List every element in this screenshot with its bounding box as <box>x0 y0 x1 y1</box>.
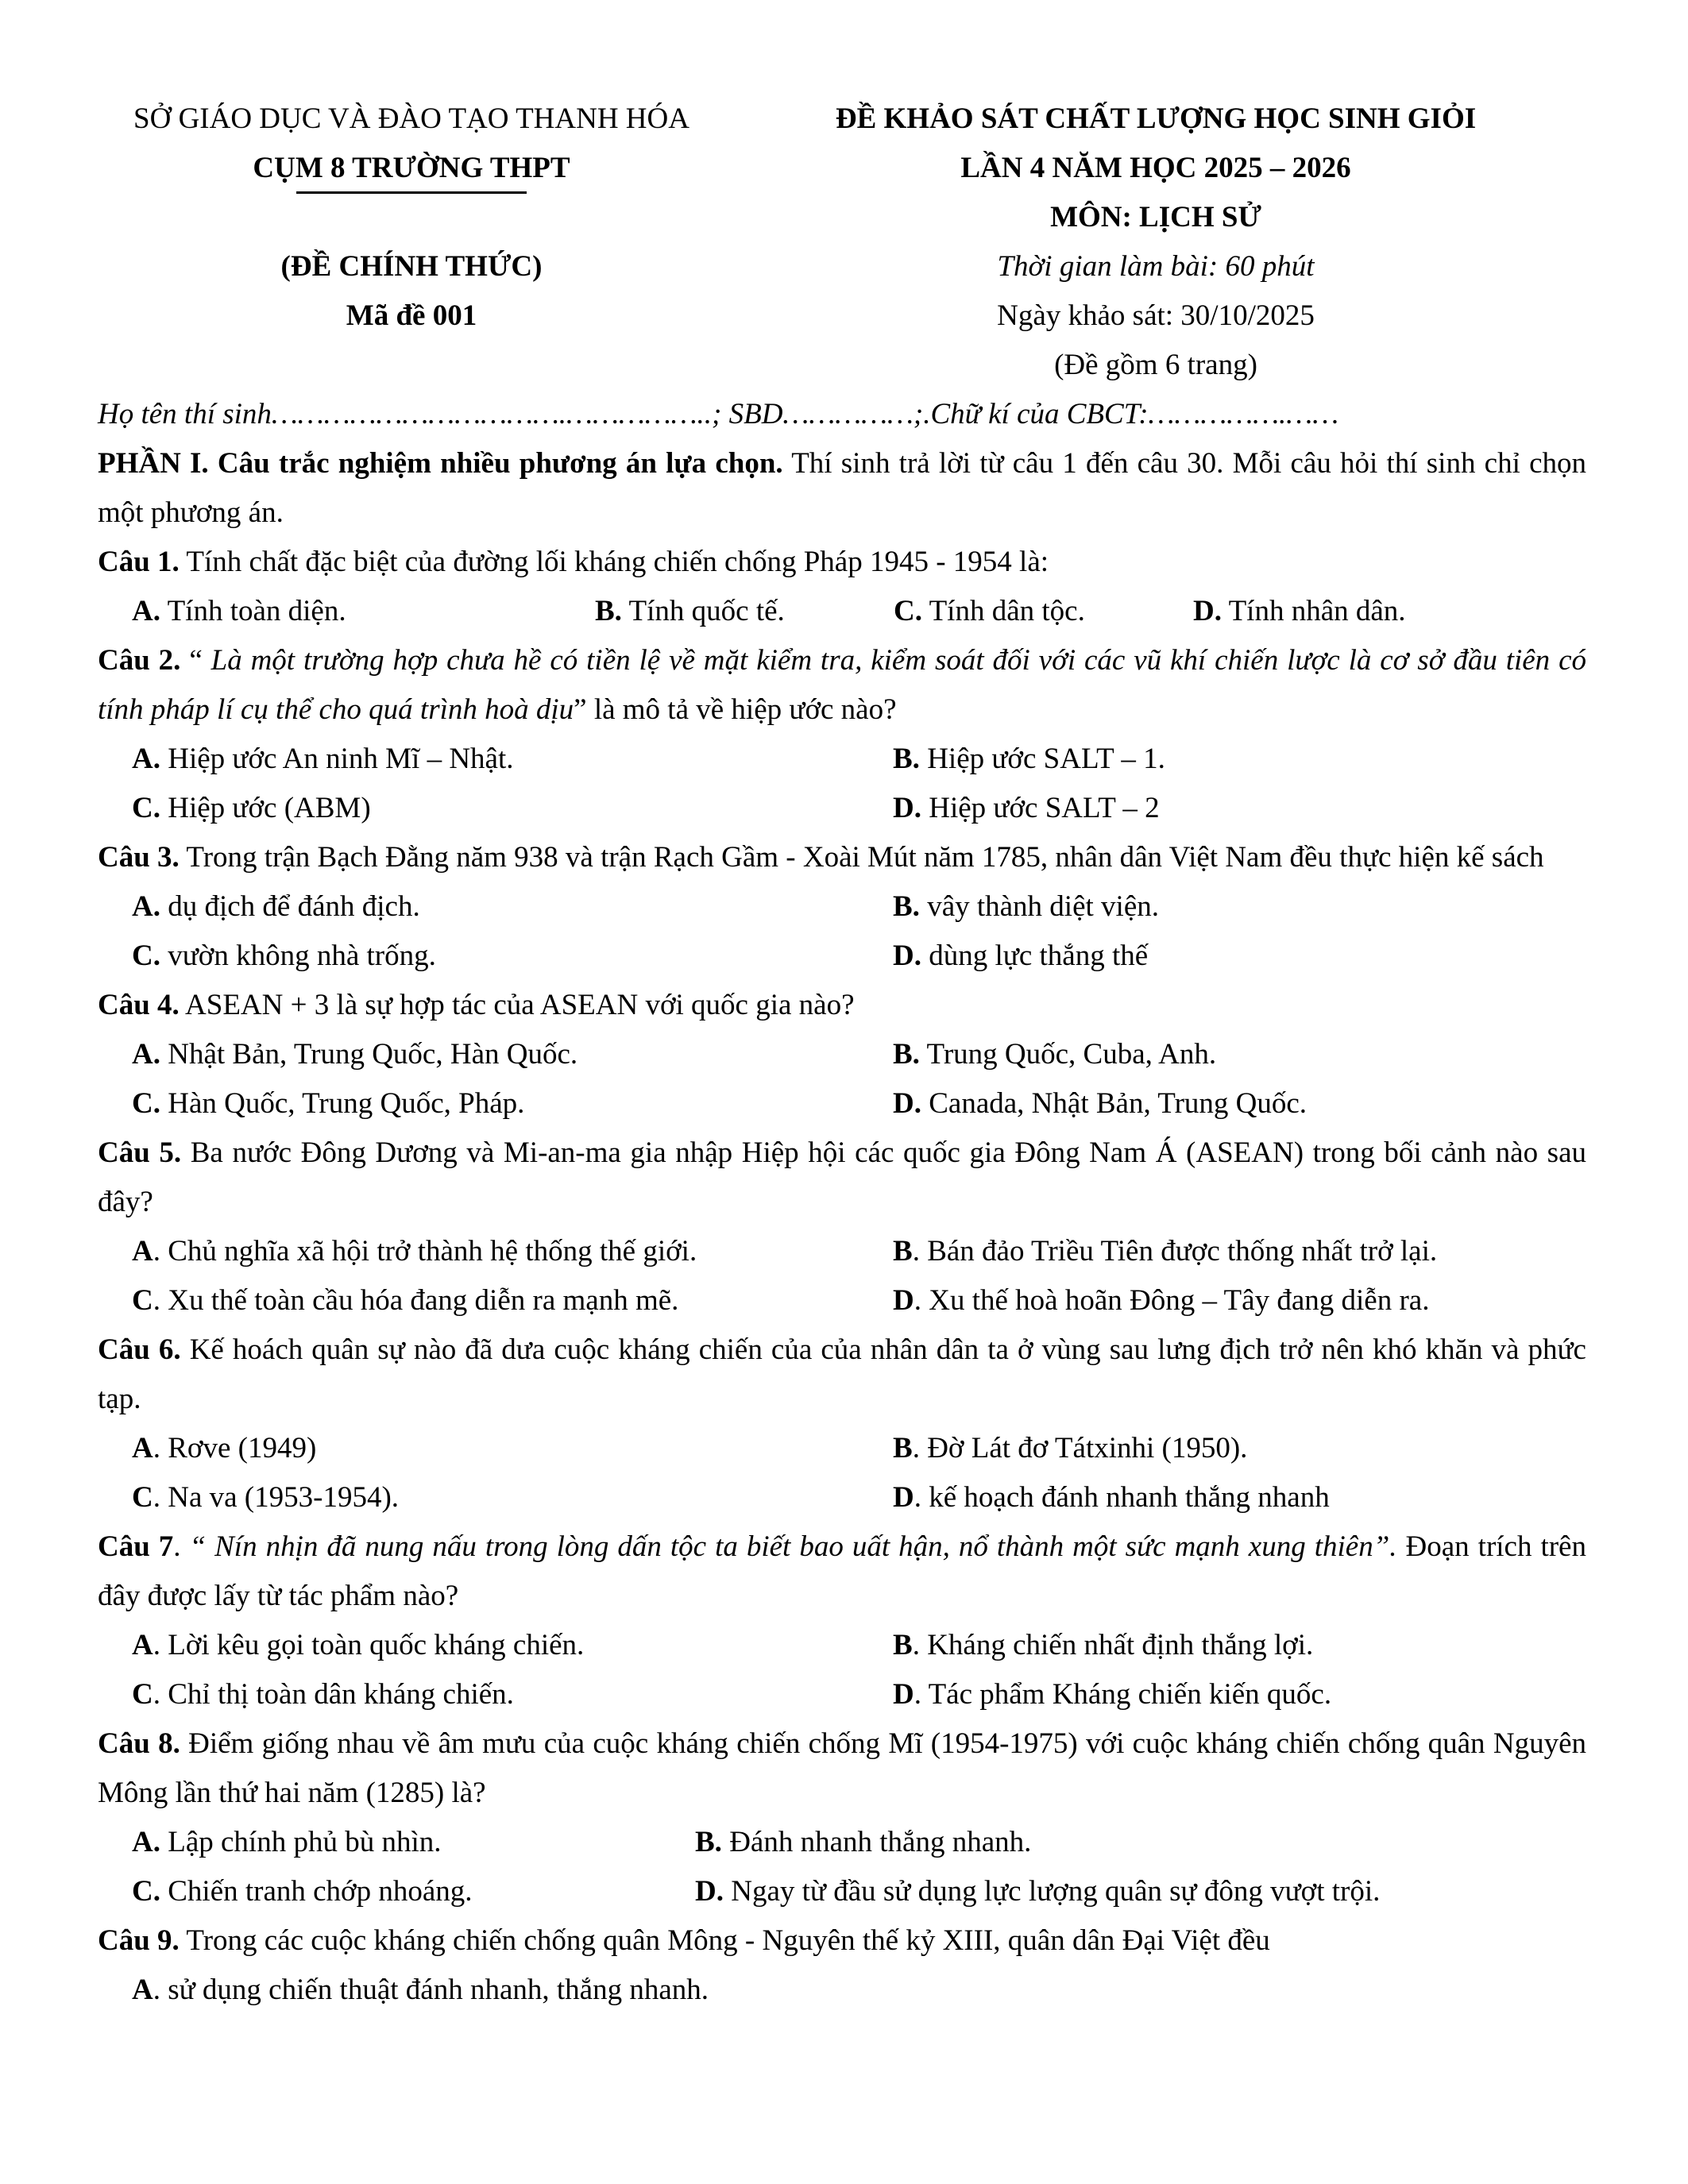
question-text: Trong các cuộc kháng chiến chống quân Mông - Nguyên thế kỷ XIII, quân dân Đại Việt đều <box>179 1924 1270 1957</box>
question-label: Câu 5. <box>98 1136 182 1169</box>
option-a[interactable]: A. Lập chính phủ bù nhìn. <box>132 1826 442 1858</box>
option-a[interactable]: A. Chủ nghĩa xã hội trở thành hệ thống thế giới. <box>132 1235 697 1268</box>
option-a[interactable]: A. Lời kêu gọi toàn quốc kháng chiến. <box>132 1629 585 1661</box>
department-name: SỞ GIÁO DỤC VÀ ĐÀO TẠO THANH HÓA <box>133 102 689 135</box>
subject: MÔN: LỊCH SỬ <box>1050 201 1261 233</box>
option-a[interactable]: A. sử dụng chiến thuật đánh nhanh, thắng nhanh. <box>132 1974 709 2006</box>
exam-date: Ngày khảo sát: 30/10/2025 <box>997 299 1315 332</box>
question-list <box>98 538 1586 2015</box>
page-count: (Đề gồm 6 trang) <box>1054 349 1257 381</box>
question-label: Câu 8. <box>98 1727 180 1760</box>
options-row <box>98 932 1586 981</box>
question-4 <box>98 981 1586 1030</box>
options-row <box>98 1276 1586 1325</box>
options-row <box>98 1818 1586 1867</box>
option-c[interactable]: C. Hàn Quốc, Trung Quốc, Pháp. <box>132 1087 525 1120</box>
option-a[interactable]: A. dụ địch để đánh địch. <box>132 890 420 923</box>
options-row <box>98 1473 1586 1522</box>
header-divider <box>296 191 527 194</box>
exam-page <box>98 95 1586 2015</box>
option-d[interactable]: D. Tính nhân dân. <box>1193 595 1406 627</box>
question-label: Câu 7 <box>98 1530 174 1563</box>
question-2: Câu 2. “ Là một trường hợp chưa hề có tiền lệ về mặt kiểm tra, kiểm soát đối với các vũ khí chiến lược là cơ sở đầu tiên có tính pháp lí cụ thể cho quá trình hoà dịu” là mô tả về hiệp ước nào? <box>98 644 1586 726</box>
options-row <box>98 1966 1586 2015</box>
question-1 <box>98 538 1586 587</box>
question-text: ASEAN + 3 là sự hợp tác của ASEAN với quốc gia nào? <box>179 989 855 1021</box>
option-c[interactable]: C. Xu thế toàn cầu hóa đang diễn ra mạnh mẽ. <box>132 1284 679 1317</box>
option-c[interactable]: C. vườn không nhà trống. <box>132 940 436 972</box>
question-label: Câu 4. <box>98 989 180 1021</box>
question-text: Điểm giống nhau về âm mưu của cuộc kháng chiến chống Mĩ (1954-1975) với cuộc kháng chiến chống quân Nguyên Mông lần thứ hai năm (1285) là? <box>98 1727 1586 1809</box>
part1-instructions: PHẦN I. Câu trắc nghiệm nhiều phương án lựa chọn. Thí sinh trả lời từ câu 1 đến câu 30. Mỗi câu hỏi thí sinh chỉ chọn một phương án. <box>98 447 1586 529</box>
question-label: Câu 9. <box>98 1924 180 1957</box>
option-a[interactable]: A. Tính toàn diện. <box>132 595 346 627</box>
question-3 <box>98 833 1586 882</box>
question-text: Đoạn trích trên đây được lấy từ tác phẩm nào? <box>98 1530 1586 1612</box>
duration: Thời gian làm bài: 60 phút <box>997 250 1315 283</box>
options-row <box>98 1079 1586 1129</box>
question-text: Tính chất đặc biệt của đường lối kháng chiến chống Pháp 1945 - 1954 là: <box>179 546 1049 578</box>
question-7: Câu 7. “ Nín nhịn đã nung nấu trong lòng dấn tộc ta biết bao uất hận, nổ thành một sức mạnh xung thiên”. Đoạn trích trên đây được lấy từ tác phẩm nào? <box>98 1530 1586 1612</box>
question-9 <box>98 1916 1586 1966</box>
option-b[interactable]: B. Hiệp ước SALT – 1. <box>893 743 1165 775</box>
option-d[interactable]: D. Tác phẩm Kháng chiến kiến quốc. <box>893 1678 1332 1711</box>
option-c[interactable]: C. Hiệp ước (ABM) <box>132 792 371 824</box>
option-c[interactable]: C. Na va (1953-1954). <box>132 1481 400 1514</box>
options-row <box>98 1867 1586 1916</box>
options-row <box>98 882 1586 932</box>
options-row <box>98 735 1586 784</box>
option-c[interactable]: C. Chỉ thị toàn dân kháng chiến. <box>132 1678 514 1711</box>
option-a[interactable]: A. Nhật Bản, Trung Quốc, Hàn Quốc. <box>132 1038 578 1071</box>
option-d[interactable]: D. kế hoạch đánh nhanh thắng nhanh <box>893 1481 1330 1514</box>
option-b[interactable]: B. vây thành diệt viện. <box>893 890 1159 923</box>
option-a[interactable]: A. Rơve (1949) <box>132 1432 317 1464</box>
option-b[interactable]: B. Đánh nhanh thắng nhanh. <box>695 1826 1032 1858</box>
question-text: Ba nước Đông Dương và Mi-an-ma gia nhập Hiệp hội các quốc gia Đông Nam Á (ASEAN) trong bối cảnh nào sau đây? <box>98 1136 1586 1218</box>
option-b[interactable]: B. Bán đảo Triều Tiên được thống nhất trở lại. <box>893 1235 1438 1268</box>
candidate-info-line: Họ tên thí sinh…………………………….……………..; SBD……………;.Chữ kí của CBCT:…………….…… <box>98 398 1339 430</box>
option-b[interactable]: B. Tính quốc tế. <box>595 595 785 627</box>
official-label: (ĐỀ CHÍNH THỨC) <box>280 250 543 283</box>
option-b[interactable]: B. Trung Quốc, Cuba, Anh. <box>893 1038 1217 1071</box>
option-a[interactable]: A. Hiệp ước An ninh Mĩ – Nhật. <box>132 743 514 775</box>
question-label: Câu 3. <box>98 841 180 874</box>
option-b[interactable]: B. Kháng chiến nhất định thắng lợi. <box>893 1629 1314 1661</box>
question-text: Kế hoách quân sự nào đã dưa cuộc kháng chiến của của nhân dân ta ở vùng sau lưng địch trở nên khó khăn và phức tạp. <box>98 1333 1586 1415</box>
option-d[interactable]: D. Canada, Nhật Bản, Trung Quốc. <box>893 1087 1308 1120</box>
question-5 <box>98 1129 1586 1227</box>
option-d[interactable]: D. Hiệp ước SALT – 2 <box>893 792 1160 824</box>
exam-header <box>98 95 1586 439</box>
question-label: Câu 2. <box>98 644 181 677</box>
option-d[interactable]: D. Xu thế hoà hoãn Đông – Tây đang diễn ra. <box>893 1284 1430 1317</box>
option-c[interactable]: C. Tính dân tộc. <box>894 595 1085 627</box>
options-row <box>98 1670 1586 1719</box>
options-row <box>98 784 1586 833</box>
option-c[interactable]: C. Chiến tranh chớp nhoáng. <box>132 1875 473 1908</box>
options-row <box>98 1424 1586 1473</box>
options-row <box>98 1621 1586 1670</box>
question-quote: “ Nín nhịn đã nung nấu trong lòng dấn tộc ta biết bao uất hận, nổ thành một sức mạnh xung thiên”. <box>189 1530 1397 1563</box>
question-6 <box>98 1325 1586 1424</box>
options-row <box>98 587 1586 636</box>
exam-round: LẦN 4 NĂM HỌC 2025 – 2026 <box>960 152 1351 184</box>
question-label: Câu 1. <box>98 546 180 578</box>
option-d[interactable]: D. Ngay từ đầu sử dụng lực lượng quân sự đông vượt trội. <box>695 1875 1381 1908</box>
option-b[interactable]: B. Đờ Lát đơ Tátxinhi (1950). <box>893 1432 1248 1464</box>
question-8 <box>98 1719 1586 1818</box>
exam-title: ĐỀ KHẢO SÁT CHẤT LƯỢNG HỌC SINH GIỎI <box>835 102 1477 135</box>
options-row <box>98 1030 1586 1079</box>
question-text: ” là mô tả về hiệp ước nào? <box>574 693 897 726</box>
question-label: Câu 6. <box>98 1333 181 1366</box>
options-row <box>98 1227 1586 1276</box>
exam-code: Mã đề 001 <box>346 299 477 332</box>
question-text: Trong trận Bạch Đằng năm 938 và trận Rạch Gầm - Xoài Mút năm 1785, nhân dân Việt Nam đều thực hiện kế sách <box>179 841 1544 874</box>
question-quote: Là một trường hợp chưa hề có tiền lệ về mặt kiểm tra, kiểm soát đối với các vũ khí chiến lược là cơ sở đầu tiên có tính pháp lí cụ thể cho quá trình hoà dịu <box>98 644 1586 726</box>
option-d[interactable]: D. dùng lực thắng thế <box>893 940 1149 972</box>
school-cluster: CỤM 8 TRƯỜNG THPT <box>253 152 570 184</box>
